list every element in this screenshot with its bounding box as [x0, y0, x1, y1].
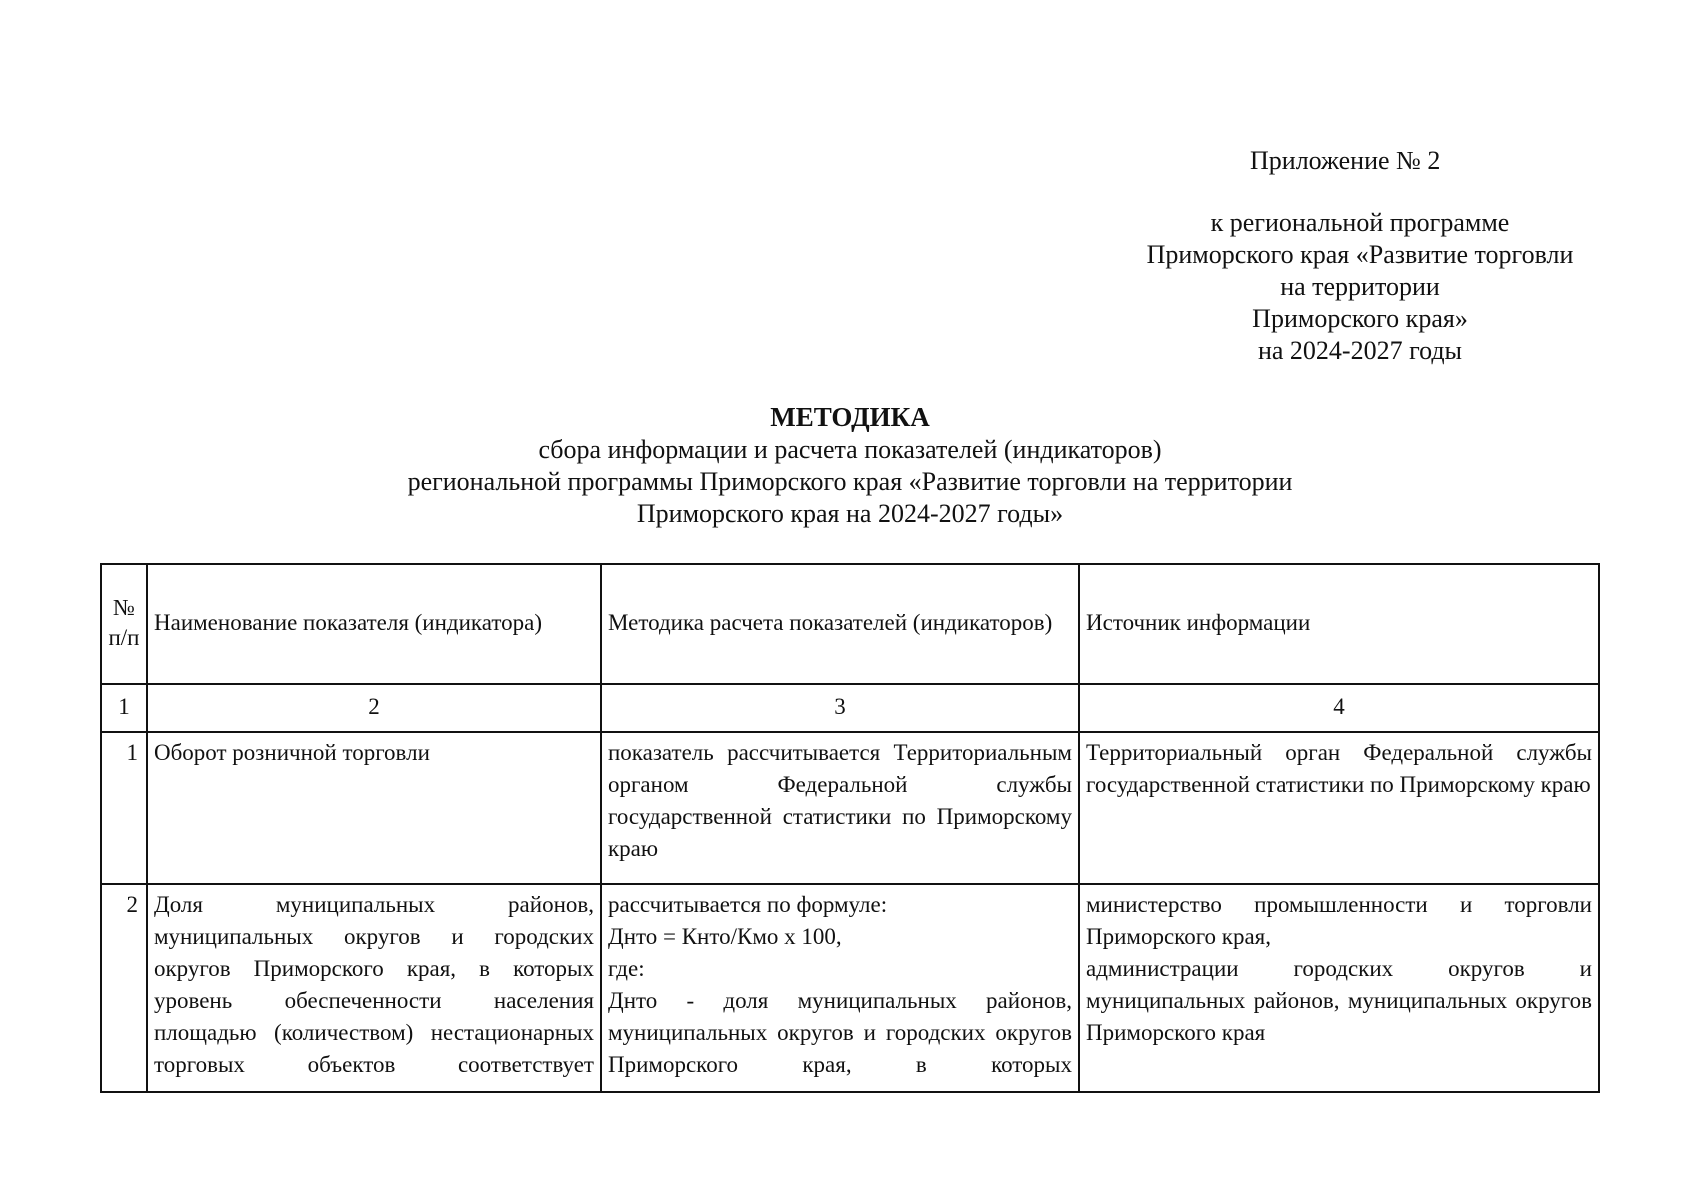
document-subtitle-line: региональной программы Приморского края «Развитие торговли на территории: [407, 467, 1293, 496]
information-source: Территориальный орган Федеральной службы государственной статистики по Приморскому краю: [1079, 732, 1599, 884]
appendix-number: Приложение № 2: [1250, 146, 1441, 175]
appendix-line: на территории: [1280, 272, 1440, 301]
table-row: [101, 884, 1599, 1092]
information-source: [1079, 884, 1599, 1092]
table-row: [101, 732, 1599, 884]
column-index-row: [101, 684, 1599, 732]
source-line: министерство промышленности и торговли Приморского края,: [1086, 892, 1592, 949]
header-source: Источник информации: [1079, 564, 1599, 684]
appendix-spacer: [1100, 177, 1620, 207]
column-index: 2: [147, 684, 601, 732]
methodology-table: [100, 563, 1600, 1093]
document-subtitle-line: сбора информации и расчета показателей (индикаторов): [538, 435, 1162, 464]
source-line: администрации городских округов и муниципальных районов, муниципальных округов Приморского края: [1086, 956, 1592, 1045]
header-num: № п/п: [101, 564, 147, 684]
column-index: 4: [1079, 684, 1599, 732]
document-title: МЕТОДИКА: [770, 402, 930, 432]
appendix-line: Приморского края»: [1252, 304, 1468, 333]
header-method: Методика расчета показателей (индикаторов): [601, 564, 1079, 684]
indicator-name: Доля муниципальных районов, муниципальных округов и городских округов Приморского края, в которых уровень обеспеченности населения площадью (количеством) нестационарных торговых объектов соответствует: [147, 884, 601, 1092]
method-formula: Днто = Кнто/Кмо х 100,: [608, 924, 842, 949]
method-line: Днто - доля муниципальных районов, муниципальных округов и городских округов Приморского края, в которых: [608, 988, 1072, 1077]
method-line: рассчитывается по формуле:: [608, 892, 888, 917]
appendix-block: [1100, 145, 1620, 367]
row-number: 1: [101, 732, 147, 884]
table-header-row: [101, 564, 1599, 684]
method-line: где:: [608, 956, 645, 981]
appendix-line: Приморского края «Развитие торговли: [1146, 240, 1574, 269]
row-number: 2: [101, 884, 147, 1092]
document-subtitle-line: Приморского края на 2024-2027 годы»: [636, 499, 1064, 528]
calculation-method: [601, 884, 1079, 1092]
column-index: 3: [601, 684, 1079, 732]
calculation-method: показатель рассчитывается Территориальным органом Федеральной службы государственной статистики по Приморскому краю: [601, 732, 1079, 884]
document-title-block: [250, 400, 1450, 530]
header-name: Наименование показателя (индикатора): [147, 564, 601, 684]
appendix-line: на 2024-2027 годы: [1257, 336, 1463, 365]
indicator-name: Оборот розничной торговли: [147, 732, 601, 884]
column-index: 1: [101, 684, 147, 732]
appendix-line: к региональной программе: [1210, 208, 1510, 237]
